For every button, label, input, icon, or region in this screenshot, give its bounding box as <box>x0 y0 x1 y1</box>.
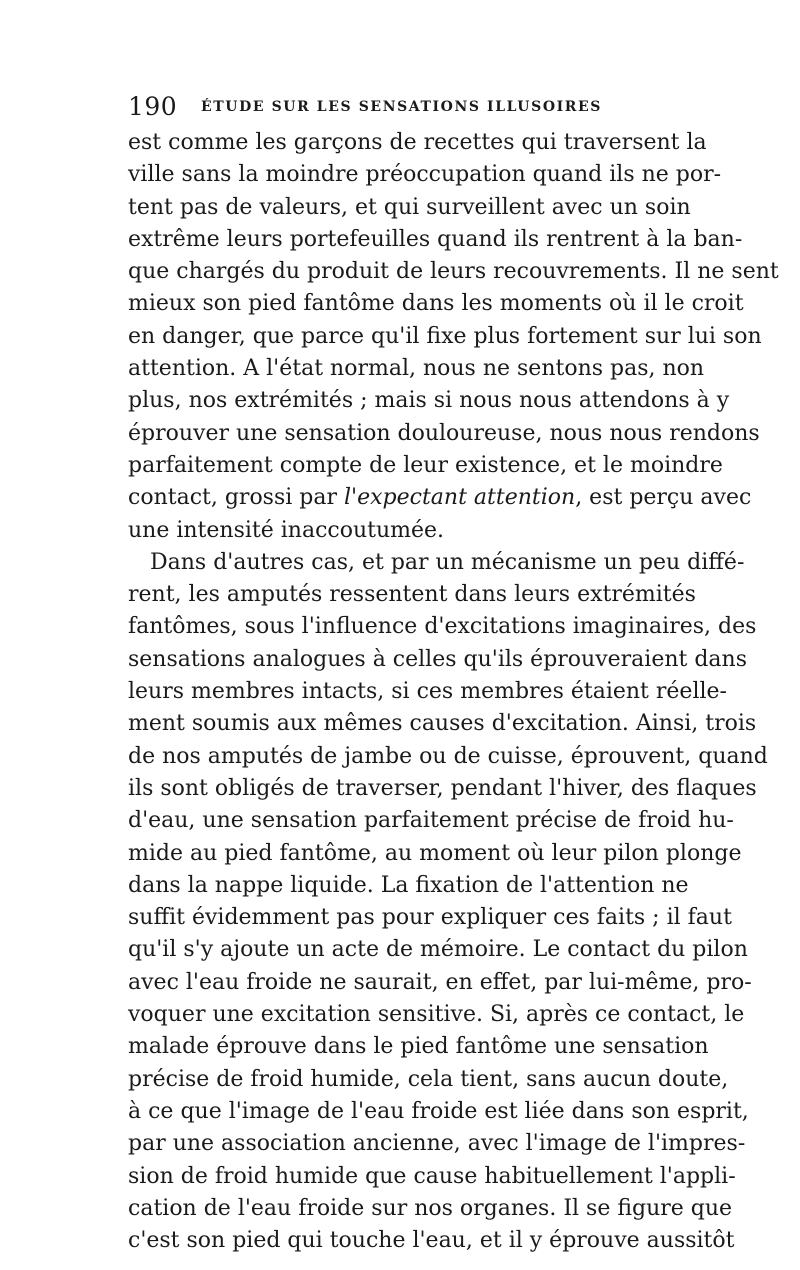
running-title: ÉTUDE SUR LES SENSATIONS ILLUSOIRES <box>201 99 602 115</box>
text-line: c'est son pied qui touche l'eau, et il y éprouve aussitôt <box>128 1228 735 1254</box>
text-line: à ce que l'image de l'eau froide est liée dans son esprit, <box>128 1098 749 1124</box>
paragraph-start-line: Dans d'autres cas, et par un mécanisme un peu diffé- <box>150 549 745 575</box>
text-line: ville sans la moindre préoccupation quand ils ne por- <box>128 162 722 188</box>
text-line: qu'il s'y ajoute un acte de mémoire. Le contact du pilon <box>128 937 748 963</box>
text-line: attention. A l'état normal, nous ne sentons pas, non <box>128 356 705 382</box>
text-line: voquer une excitation sensitive. Si, après ce contact, le <box>128 1002 745 1028</box>
text-line: suffit évidemment pas pour expliquer ces faits ; il faut <box>128 905 732 931</box>
text-line: en danger, que parce qu'il fixe plus fortement sur lui son <box>128 323 762 349</box>
text-line <box>128 482 752 514</box>
text-line: extrême leurs portefeuilles quand ils rentrent à la ban- <box>128 226 743 252</box>
text-line: mide au pied fantôme, au moment où leur pilon plonge <box>128 840 742 866</box>
text-line: fantômes, sous l'influence d'excitations imaginaires, des <box>128 614 757 640</box>
text-line: d'eau, une sensation parfaitement précise de froid hu- <box>128 808 734 834</box>
text-line: est comme les garçons de recettes qui traversent la <box>128 130 707 155</box>
text-line: tent pas de valeurs, et qui surveillent avec un soin <box>128 194 691 220</box>
text-line: sensations analogues à celles qu'ils éprouveraient dans <box>128 646 748 672</box>
text-segment: contact, grossi par <box>128 485 345 511</box>
text-line: malade éprouve dans le pied fantôme une sensation <box>128 1034 709 1060</box>
text-line: parfaitement compte de leur existence, et le moindre <box>128 452 723 478</box>
italic-phrase: l'expectant attention <box>344 485 576 511</box>
text-line: dans la nappe liquide. La fixation de l'attention ne <box>128 872 689 898</box>
text-segment: , est perçu avec <box>575 485 752 511</box>
text-line: précise de froid humide, cela tient, sans aucun doute, <box>128 1066 729 1092</box>
text-line: que chargés du produit de leurs recouvrements. Il ne sent <box>128 259 779 285</box>
page-header <box>128 92 683 122</box>
text-line: de nos amputés de jambe ou de cuisse, éprouvent, quand <box>128 743 768 769</box>
body-text <box>128 127 779 1257</box>
text-line: sion de froid humide que cause habituellement l'appli- <box>128 1163 736 1189</box>
page-number: 190 <box>128 92 178 121</box>
text-line: ils sont obligés de traverser, pendant l'hiver, des flaques <box>128 775 757 801</box>
text-line: leurs membres intacts, si ces membres étaient réelle- <box>128 679 727 705</box>
text-line: cation de l'eau froide sur nos organes. Il se figure que <box>128 1195 733 1221</box>
text-line: avec l'eau froide ne saurait, en effet, par lui-même, pro- <box>128 969 752 995</box>
text-line: par une association ancienne, avec l'image de l'impres- <box>128 1131 746 1157</box>
text-line: plus, nos extrémités ; mais si nous nous attendons à y <box>128 388 730 414</box>
text-line: rent, les amputés ressentent dans leurs extrémités <box>128 582 696 608</box>
text-line: une intensité inaccoutumée. <box>128 517 445 543</box>
text-line: ment soumis aux mêmes causes d'excitation. Ainsi, trois <box>128 711 757 737</box>
text-line: mieux son pied fantôme dans les moments où il le croit <box>128 291 744 317</box>
text-line: éprouver une sensation douloureuse, nous nous rendons <box>128 420 760 446</box>
